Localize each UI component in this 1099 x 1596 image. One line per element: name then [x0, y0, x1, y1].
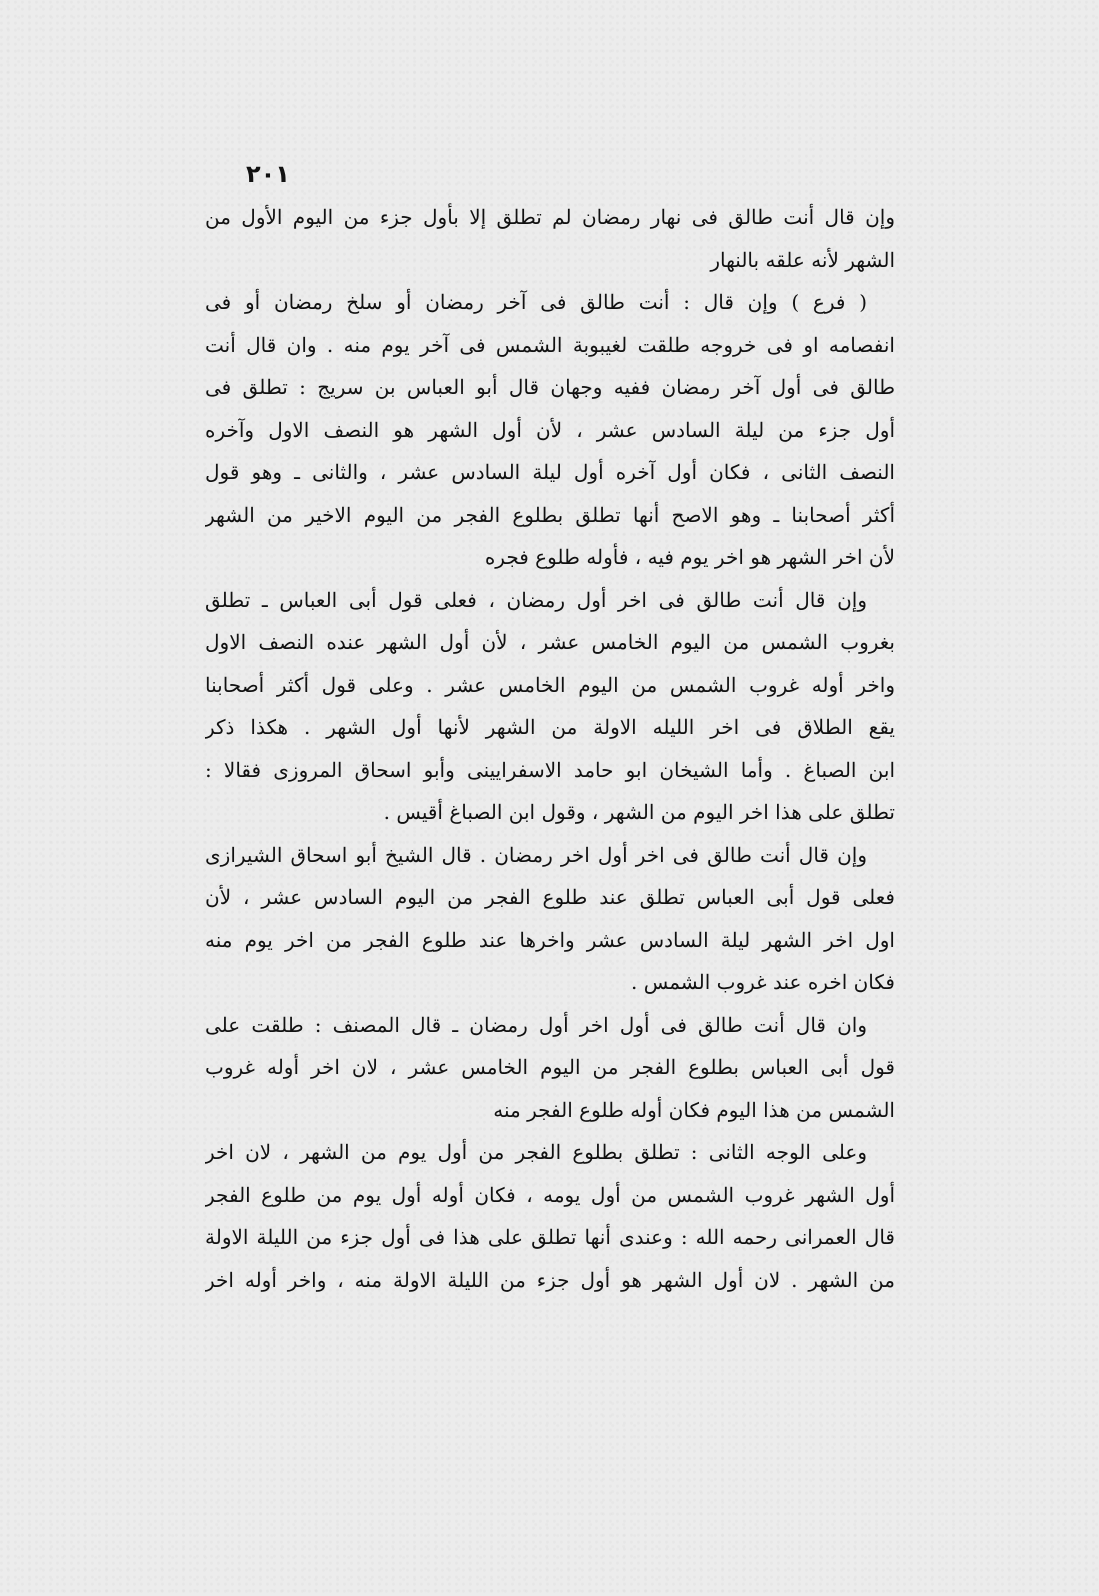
text-line: الشمس من هذا اليوم فكان أوله طلوع الفجر منه — [493, 1097, 895, 1122]
text-line: وان قال أنت طالق فى أول اخر أول رمضان ـ قال المصنف : طلقت على — [205, 1012, 867, 1037]
text-line: لأن اخر الشهر هو اخر يوم فيه ، فأوله طلوع فجره — [484, 545, 895, 569]
text-line: اول اخر الشهر ليلة السادس عشر واخرها عند طلوع الفجر من اخر يوم منه — [205, 927, 895, 952]
text-line: من الشهر . لان أول الشهر هو أول جزء من الليلة الاولة منه ، واخر أوله اخر — [205, 1267, 895, 1292]
text-line: ( فرع ) وإن قال : أنت طالق فى آخر رمضان أو سلخ رمضان أو فى — [205, 290, 867, 314]
text-line: وإن قال أنت طالق فى اخر أول اخر رمضان . قال الشيخ أبو اسحاق الشيرازى — [205, 842, 867, 867]
text-line: أول جزء من ليلة السادس عشر ، لأن أول الشهر هو النصف الاول وآخره — [205, 417, 895, 442]
text-line: واخر أوله غروب الشمس من اليوم الخامس عشر . وعلى قول أكثر أصحابنا — [205, 672, 895, 697]
text-line: يقع الطلاق فى اخر الليله الاولة من الشهر لأنها أول الشهر . هكذا ذكر — [205, 715, 895, 739]
body-text — [205, 196, 895, 1301]
text-line: قال العمرانى رحمه الله : وعندى أنها تطلق على هذا فى أول جزء من الليلة الاولة — [205, 1225, 895, 1249]
text-line: وإن قال أنت طالق فى نهار رمضان لم تطلق إلا بأول جزء من اليوم الأول من — [205, 205, 895, 229]
text-line: فكان اخره عند غروب الشمس . — [631, 970, 895, 994]
text-line: وإن قال أنت طالق فى اخر أول رمضان ، فعلى قول أبى العباس ـ تطلق — [205, 587, 867, 612]
text-line: بغروب الشمس من اليوم الخامس عشر ، لأن أول الشهر عنده النصف الاول — [205, 630, 895, 654]
text-line: أكثر أصحابنا ـ وهو الاصح أنها تطلق بطلوع الفجر من اليوم الاخير من الشهر — [205, 502, 895, 527]
text-line: أول الشهر غروب الشمس من أول يومه ، فكان أوله أول يوم من طلوع الفجر — [205, 1182, 895, 1207]
text-line: وعلى الوجه الثانى : تطلق بطلوع الفجر من أول يوم من الشهر ، لان اخر — [205, 1140, 867, 1164]
text-line: قول أبى العباس بطلوع الفجر من اليوم الخامس عشر ، لان اخر أوله غروب — [205, 1055, 895, 1079]
text-line: انفصامه او فى خروجه طلقت لغيبوبة الشمس فى آخر يوم منه . وان قال أنت — [205, 332, 895, 357]
text-line: النصف الثانى ، فكان أول آخره أول ليلة السادس عشر ، والثانى ـ وهو قول — [205, 460, 895, 484]
text-line: تطلق على هذا اخر اليوم من الشهر ، وقول ابن الصباغ أقيس . — [383, 800, 895, 824]
page-number: ٢٠١ — [246, 160, 290, 188]
text-line: فعلى قول أبى العباس تطلق عند طلوع الفجر من اليوم السادس عشر ، لأن — [205, 885, 895, 909]
text-line: ابن الصباغ . وأما الشيخان ابو حامد الاسفرايينى وأبو اسحاق المروزى فقالا : — [205, 757, 895, 782]
text-line: الشهر لأنه علقه بالنهار — [710, 247, 895, 272]
text-line: طالق فى أول آخر رمضان ففيه وجهان قال أبو العباس بن سريج : تطلق فى — [205, 375, 895, 399]
